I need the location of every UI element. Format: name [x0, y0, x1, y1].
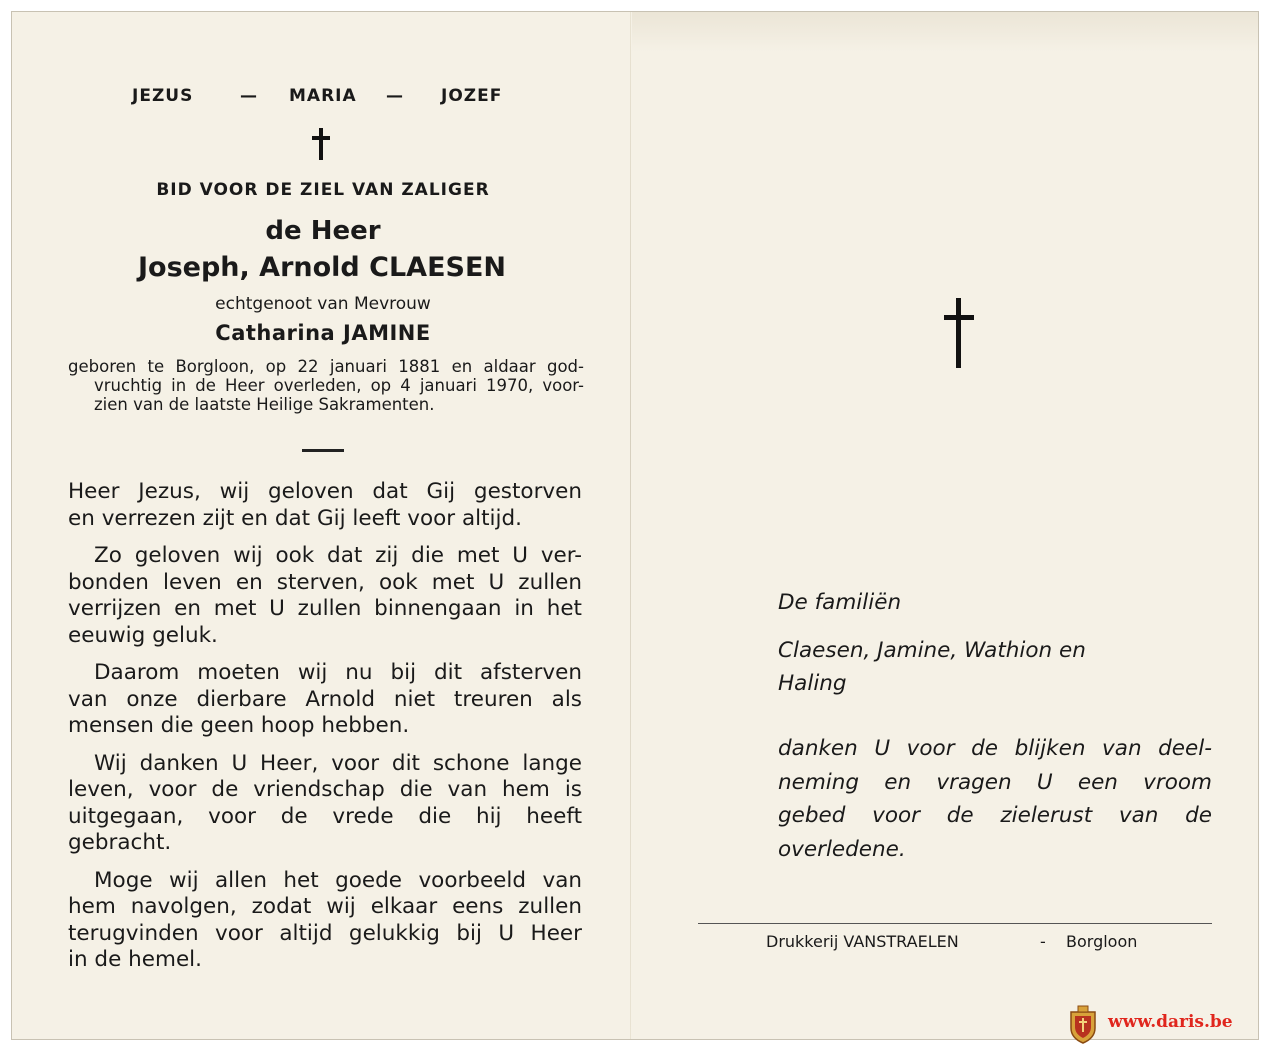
family-names — [778, 634, 1208, 700]
card-fold — [630, 12, 631, 1039]
thanks-line: overledene. — [778, 836, 906, 862]
birth-line: vruchtig in de Heer overleden, op 4 januari 1970, voor- — [94, 376, 584, 395]
thanks-line: danken U voor de blijken van deel- — [778, 736, 1212, 761]
prayer-line: leven, voor de vriendschap die van hem is — [68, 777, 582, 802]
memorial-card — [11, 11, 1259, 1040]
separator-dash — [302, 449, 344, 452]
printer-rule — [698, 923, 1212, 924]
prayer-line: Daarom moeten wij nu bij dit afsterven — [94, 660, 582, 685]
families-label: De familiën — [778, 590, 902, 615]
prayer-line: van onze dierbare Arnold niet treuren als — [68, 686, 582, 712]
heading-maria: MARIA — [289, 86, 357, 106]
bid-line: BID VOOR DE ZIEL VAN ZALIGER — [156, 180, 490, 200]
watermark-site: www.daris.be — [1108, 1012, 1233, 1032]
birth-line: zien van de laatste Heilige Sakramenten. — [94, 395, 435, 414]
cross-icon — [312, 128, 330, 160]
prayer-line: mensen die geen hoop hebben. — [68, 713, 410, 738]
prayer-line: en verrezen zijt en dat Gij leeft voor altijd. — [68, 505, 522, 531]
prayer-paragraph — [68, 868, 582, 974]
family-line: Claesen, Jamine, Wathion en — [778, 638, 1086, 663]
title-de-heer: de Heer — [265, 216, 381, 246]
printer-line — [698, 932, 1212, 954]
heading-jezus: JEZUS — [132, 86, 194, 106]
cross-icon — [944, 298, 974, 368]
family-line: Haling — [778, 671, 847, 696]
prayer-line: uitgegaan, voor de vrede die hij heeft — [68, 803, 582, 829]
prayer-line: bonden leven en sterven, ook met U zullen — [68, 569, 582, 595]
heading-dash-1: — — [240, 86, 258, 106]
deceased-name: Joseph, Arnold CLAESEN — [138, 252, 506, 283]
prayer-line: verrijzen en met U zullen binnengaan in het — [68, 596, 582, 621]
daris-logo-icon — [1066, 1004, 1100, 1044]
spouse-name: Catharina JAMINE — [215, 321, 431, 345]
heading-jezus-maria-jozef — [132, 86, 512, 110]
printer-town: Borgloon — [1066, 932, 1138, 951]
prayer-line: in de hemel. — [68, 947, 202, 972]
birth-line: geboren te Borgloon, op 22 januari 1881 en aldaar god- — [68, 357, 584, 376]
birth-death-info — [68, 357, 584, 414]
prayer-line: Zo geloven wij ook dat zij die met U ver- — [94, 543, 582, 568]
prayer-line: eeuwig geluk. — [68, 622, 218, 648]
prayer-line: Heer Jezus, wij geloven dat Gij gestorven — [68, 479, 582, 504]
prayer-line: hem navolgen, zodat wij elkaar eens zullen — [68, 894, 582, 919]
heading-dash-2: — — [386, 86, 404, 106]
spouse-intro: echtgenoot van Mevrouw — [215, 294, 431, 314]
prayer-line: Moge wij allen het goede voorbeeld van — [94, 867, 582, 893]
prayer-paragraph — [68, 660, 582, 740]
prayer-line: gebracht. — [68, 830, 172, 855]
printer-separator: - — [1040, 932, 1046, 951]
printer-name: Drukkerij VANSTRAELEN — [766, 932, 959, 951]
thanks-line: neming en vragen U een vroom — [778, 769, 1212, 795]
prayer-line: Wij danken U Heer, voor dit schone lange — [94, 750, 582, 776]
prayer-line: terugvinden voor altijd gelukkig bij U Heer — [68, 920, 582, 946]
prayer-paragraph — [68, 543, 582, 649]
thanks-text — [778, 732, 1212, 866]
heading-jozef: JOZEF — [441, 86, 503, 106]
thanks-line: gebed voor de zielerust van de — [778, 803, 1212, 828]
prayer-paragraph — [68, 751, 582, 857]
prayer-paragraph — [68, 479, 582, 532]
prayer-text — [68, 479, 582, 985]
paper-shadow — [632, 12, 1258, 52]
